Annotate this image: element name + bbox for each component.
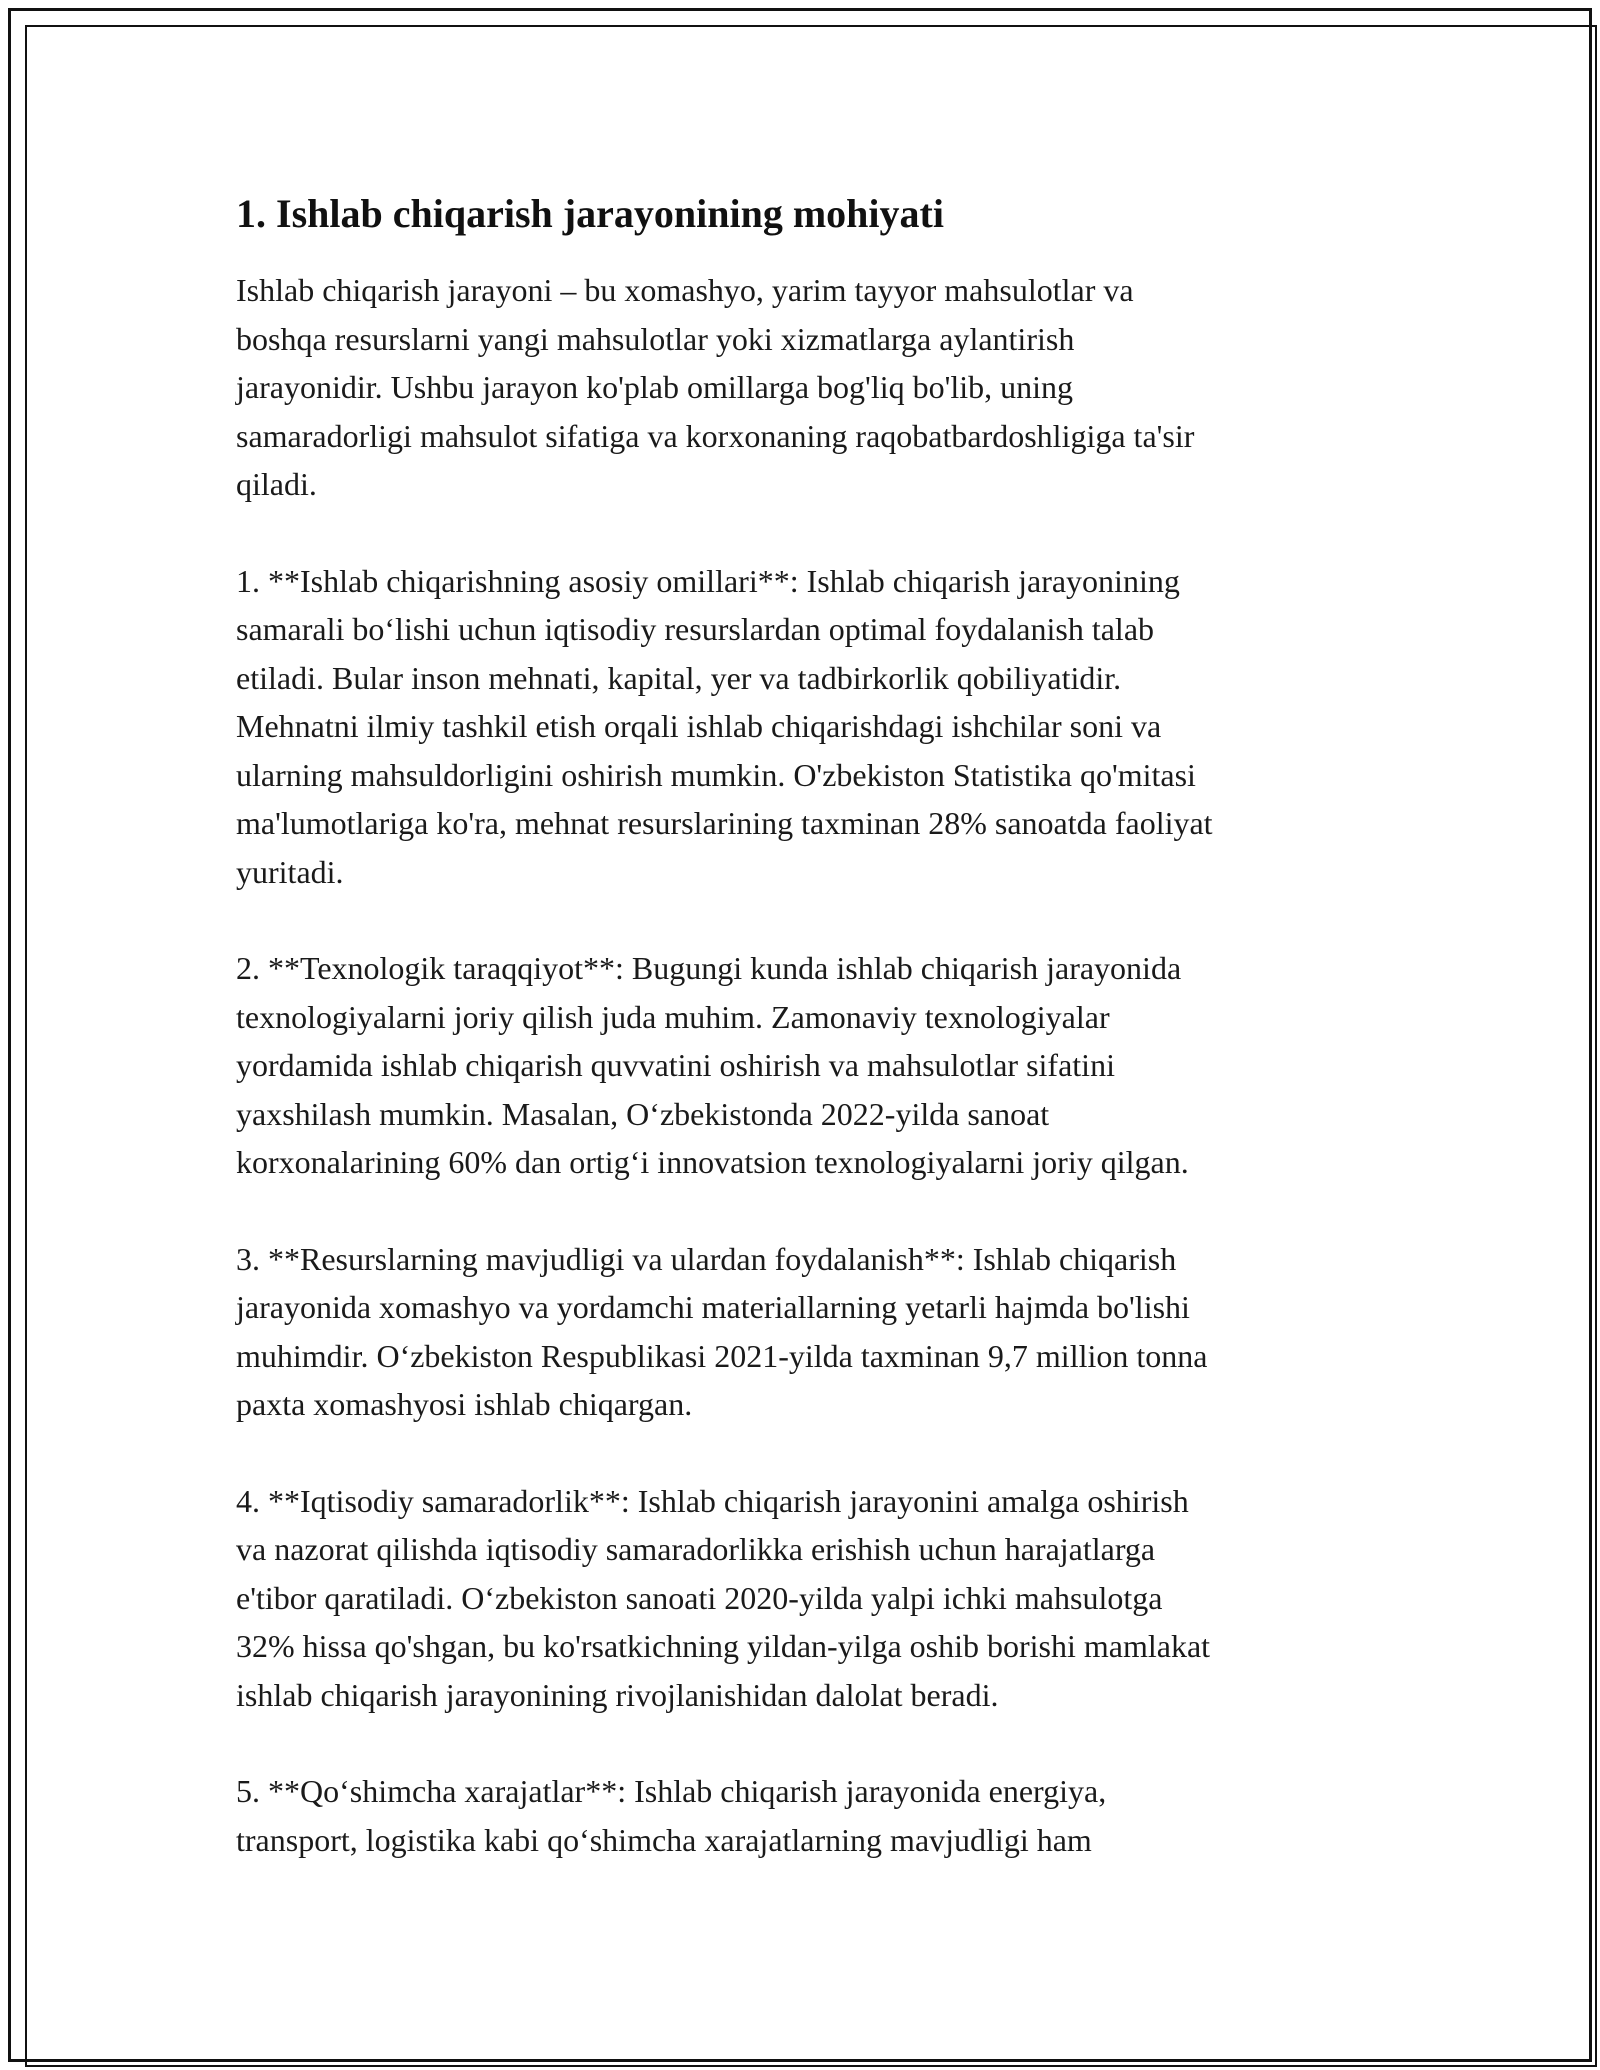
paragraph-item-5: 5. **Qo‘shimcha xarajatlar**: Ishlab chiqarish jarayonida energiya, transport, logistika kabi qo‘shimcha xarajatlarning mavjudligi ham bbox=[236, 1773, 1107, 1858]
section-heading: 1. Ishlab chiqarish jarayonining mohiyati bbox=[236, 191, 944, 236]
paragraph-item-3: 3. **Resurslarning mavjudligi va ulardan foydalanish**: Ishlab chiqarish jarayonida xomashyo va yordamchi materiallarning yetarli hajmda bo'lishi muhimdir. O‘zbekiston Respublikasi 2021-yilda taxminan 9,7 million tonna paxta xomashyosi ishlab chiqargan. bbox=[236, 1240, 1208, 1422]
paragraph-item-2: 2. **Texnologik taraqqiyot**: Bugungi kunda ishlab chiqarish jarayonida texnologiyalarni joriy qilish juda muhim. Zamonaviy texnologiyalar yordamida ishlab chiqarish quvvatini oshirish va mahsulotlar sifatini yaxshilash mumkin. Masalan, O‘zbekistonda 2022-yilda sanoat korxonalarining 60% dan ortig‘i innovatsion texnologiyalarni joriy qilgan. bbox=[236, 950, 1189, 1180]
paragraph-item-4: 4. **Iqtisodiy samaradorlik**: Ishlab chiqarish jarayonini amalga oshirish va nazorat qilishda iqtisodiy samaradorlikka erishish uchun harajatlarga e'tibor qaratiladi. O‘zbekiston sanoati 2020-yilda yalpi ichki mahsulotga 32% hissa qo'shgan, bu ko'rsatkichning yildan-yilga oshib borishi mamlakat ishlab chiqarish jarayonining rivojlanishidan dalolat beradi. bbox=[236, 1482, 1211, 1713]
paragraph-intro: Ishlab chiqarish jarayoni – bu xomashyo, yarim tayyor mahsulotlar va boshqa resurslarni yangi mahsulotlar yoki xizmatlarga aylantirish jarayonidir. Ushbu jarayon ko'plab omillarga bog'liq bo'lib, uning samaradorligi mahsulot sifatiga va korxonaning raqobatbardoshligiga ta'sir qiladi. bbox=[236, 272, 1195, 502]
document-body bbox=[236, 184, 1366, 1912]
paragraph-item-1: 1. **Ishlab chiqarishning asosiy omillari**: Ishlab chiqarish jarayonining samarali bo‘lishi uchun iqtisodiy resurslardan optimal foydalanish talab etiladi. Bular inson mehnati, kapital, yer va tadbirkorlik qobiliyatidir. Mehnatni ilmiy tashkil etish orqali ishlab chiqarishdagi ishchilar soni va ularning mahsuldorligini oshirish mumkin. O'zbekiston Statistika qo'mitasi ma'lumotlariga ko'ra, mehnat resurslarining taxminan 28% sanoatda faoliyat yuritadi. bbox=[236, 562, 1213, 890]
